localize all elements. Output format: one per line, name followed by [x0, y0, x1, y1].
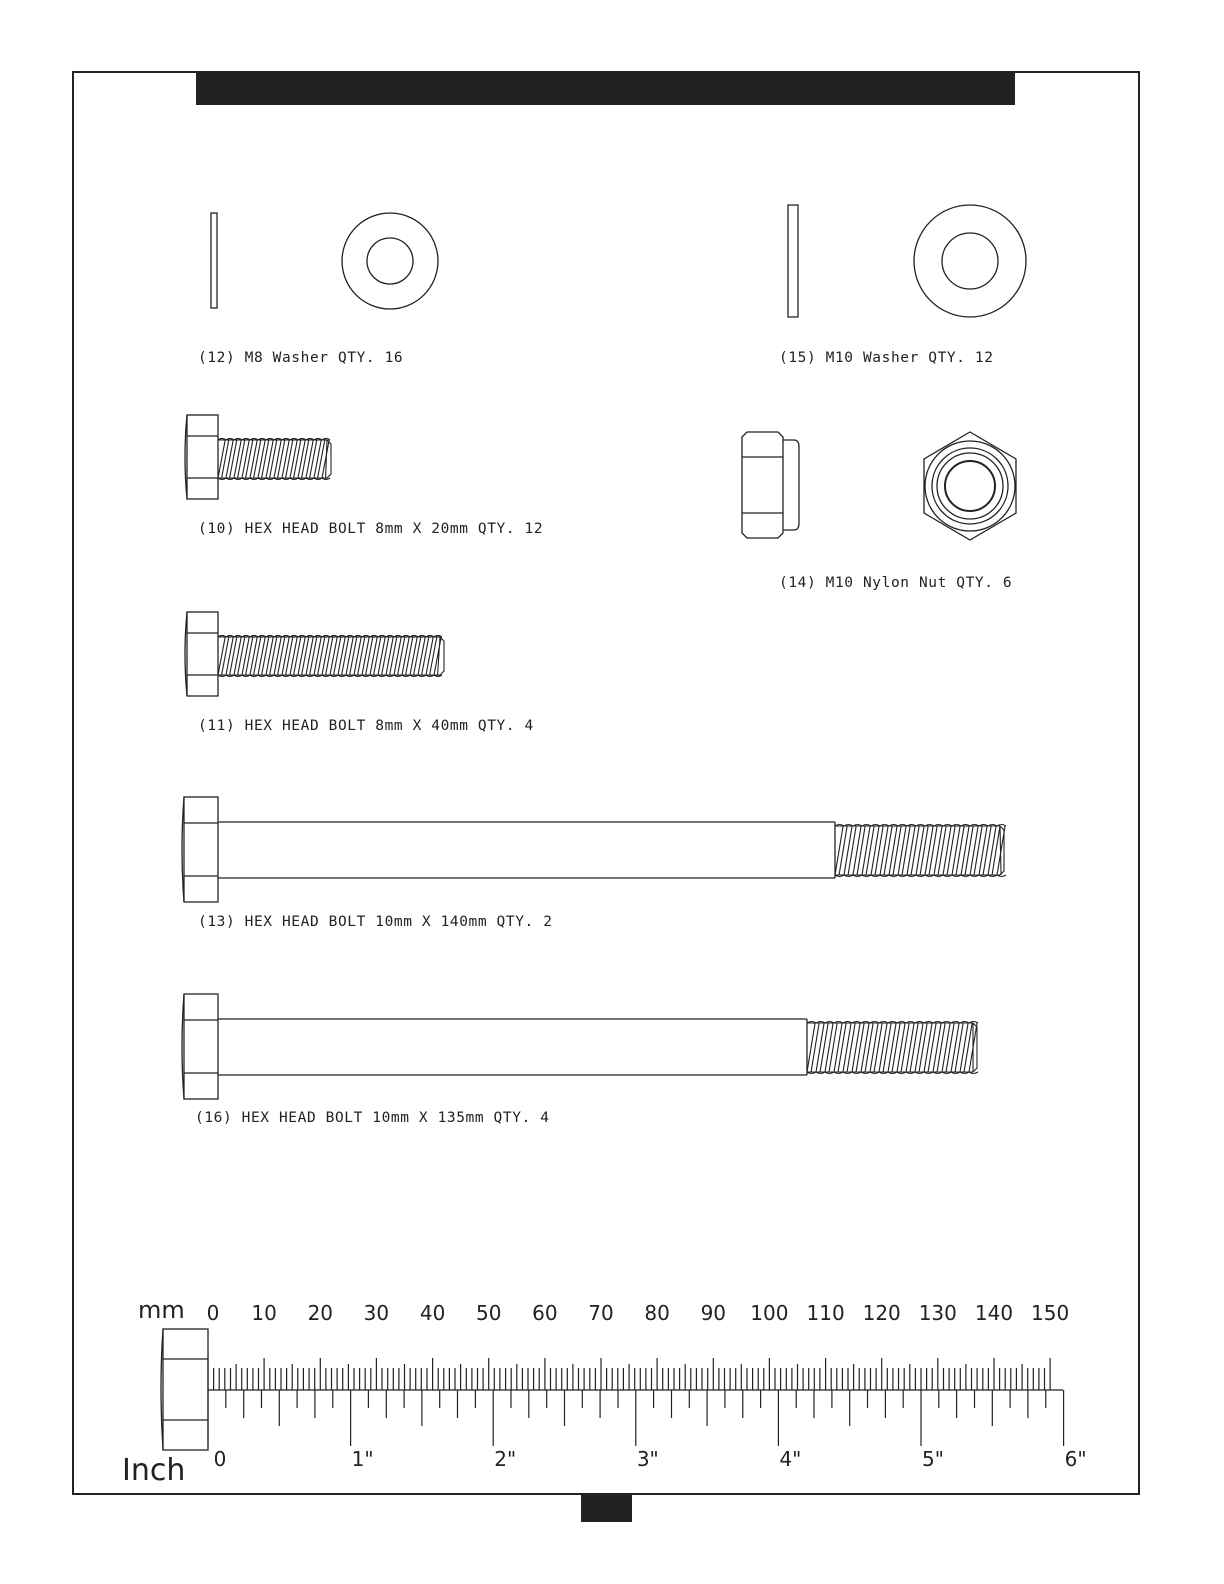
inch-label: 5" [922, 1447, 944, 1471]
mm-unit-label: mm [138, 1296, 185, 1324]
bolt-10x140-thread [835, 825, 1006, 877]
caption-m10-nylon-nut: (14) M10 Nylon Nut QTY. 6 [779, 575, 1013, 591]
inch-label: 4" [779, 1447, 802, 1471]
bolt-threads [218, 439, 1006, 1074]
mm-label: 100 [750, 1301, 789, 1325]
caption-m10-washer: (15) M10 Washer QTY. 12 [779, 350, 994, 366]
bolt-10x140-drawing [182, 797, 835, 902]
mm-label: 110 [806, 1301, 845, 1325]
m8-washer-side-view [211, 213, 217, 308]
measurement-ruler [208, 1358, 1064, 1446]
bolt-8x20-thread [218, 439, 331, 480]
bolt-8x40-thread [218, 636, 444, 677]
inch-label: 0 [213, 1447, 227, 1471]
caption-bolt-10x140: (13) HEX HEAD BOLT 10mm X 140mm QTY. 2 [198, 914, 553, 930]
bolt-10x135-thread [807, 1022, 978, 1074]
inch-label: 1" [351, 1447, 374, 1471]
m10-washer-side-view [788, 205, 798, 317]
mm-label: 130 [918, 1301, 957, 1325]
mm-label: 30 [363, 1301, 390, 1325]
inch-unit-label: Inch [122, 1453, 186, 1488]
bolt-8x40-drawing [185, 612, 218, 696]
mm-label: 140 [974, 1301, 1014, 1325]
caption-m8-washer: (12) M8 Washer QTY. 16 [198, 350, 404, 366]
mm-label: 80 [644, 1301, 670, 1325]
caption-bolt-10x135: (16) HEX HEAD BOLT 10mm X 135mm QTY. 4 [195, 1110, 550, 1126]
inch-label: 6" [1064, 1447, 1087, 1471]
mm-label: 70 [588, 1301, 614, 1325]
ruler-labels [122, 1296, 1087, 1488]
m8-washer-face-view [342, 213, 438, 309]
bolt-10x135-drawing [182, 994, 807, 1099]
mm-label: 120 [862, 1301, 901, 1325]
caption-bolt-8x20: (10) HEX HEAD BOLT 8mm X 20mm QTY. 12 [198, 521, 544, 537]
mm-label: 10 [251, 1301, 277, 1325]
mm-label: 50 [475, 1301, 502, 1325]
mm-label: 20 [307, 1301, 334, 1325]
mm-label: 40 [419, 1301, 446, 1325]
mm-label: 90 [700, 1301, 727, 1325]
mm-label: 0 [206, 1301, 220, 1325]
mm-label: 60 [532, 1301, 558, 1325]
nylon-nut-side-view [742, 432, 799, 538]
caption-bolt-8x40: (11) HEX HEAD BOLT 8mm X 40mm QTY. 4 [198, 718, 534, 734]
m10-washer-face-view [914, 205, 1026, 317]
inch-label: 2" [494, 1447, 517, 1471]
nylon-nut-face-view [924, 432, 1016, 540]
bolt-8x20-drawing [185, 415, 218, 499]
ruler-bolt-head [161, 1329, 208, 1450]
inch-label: 3" [636, 1447, 659, 1471]
mm-label: 150 [1031, 1301, 1070, 1325]
